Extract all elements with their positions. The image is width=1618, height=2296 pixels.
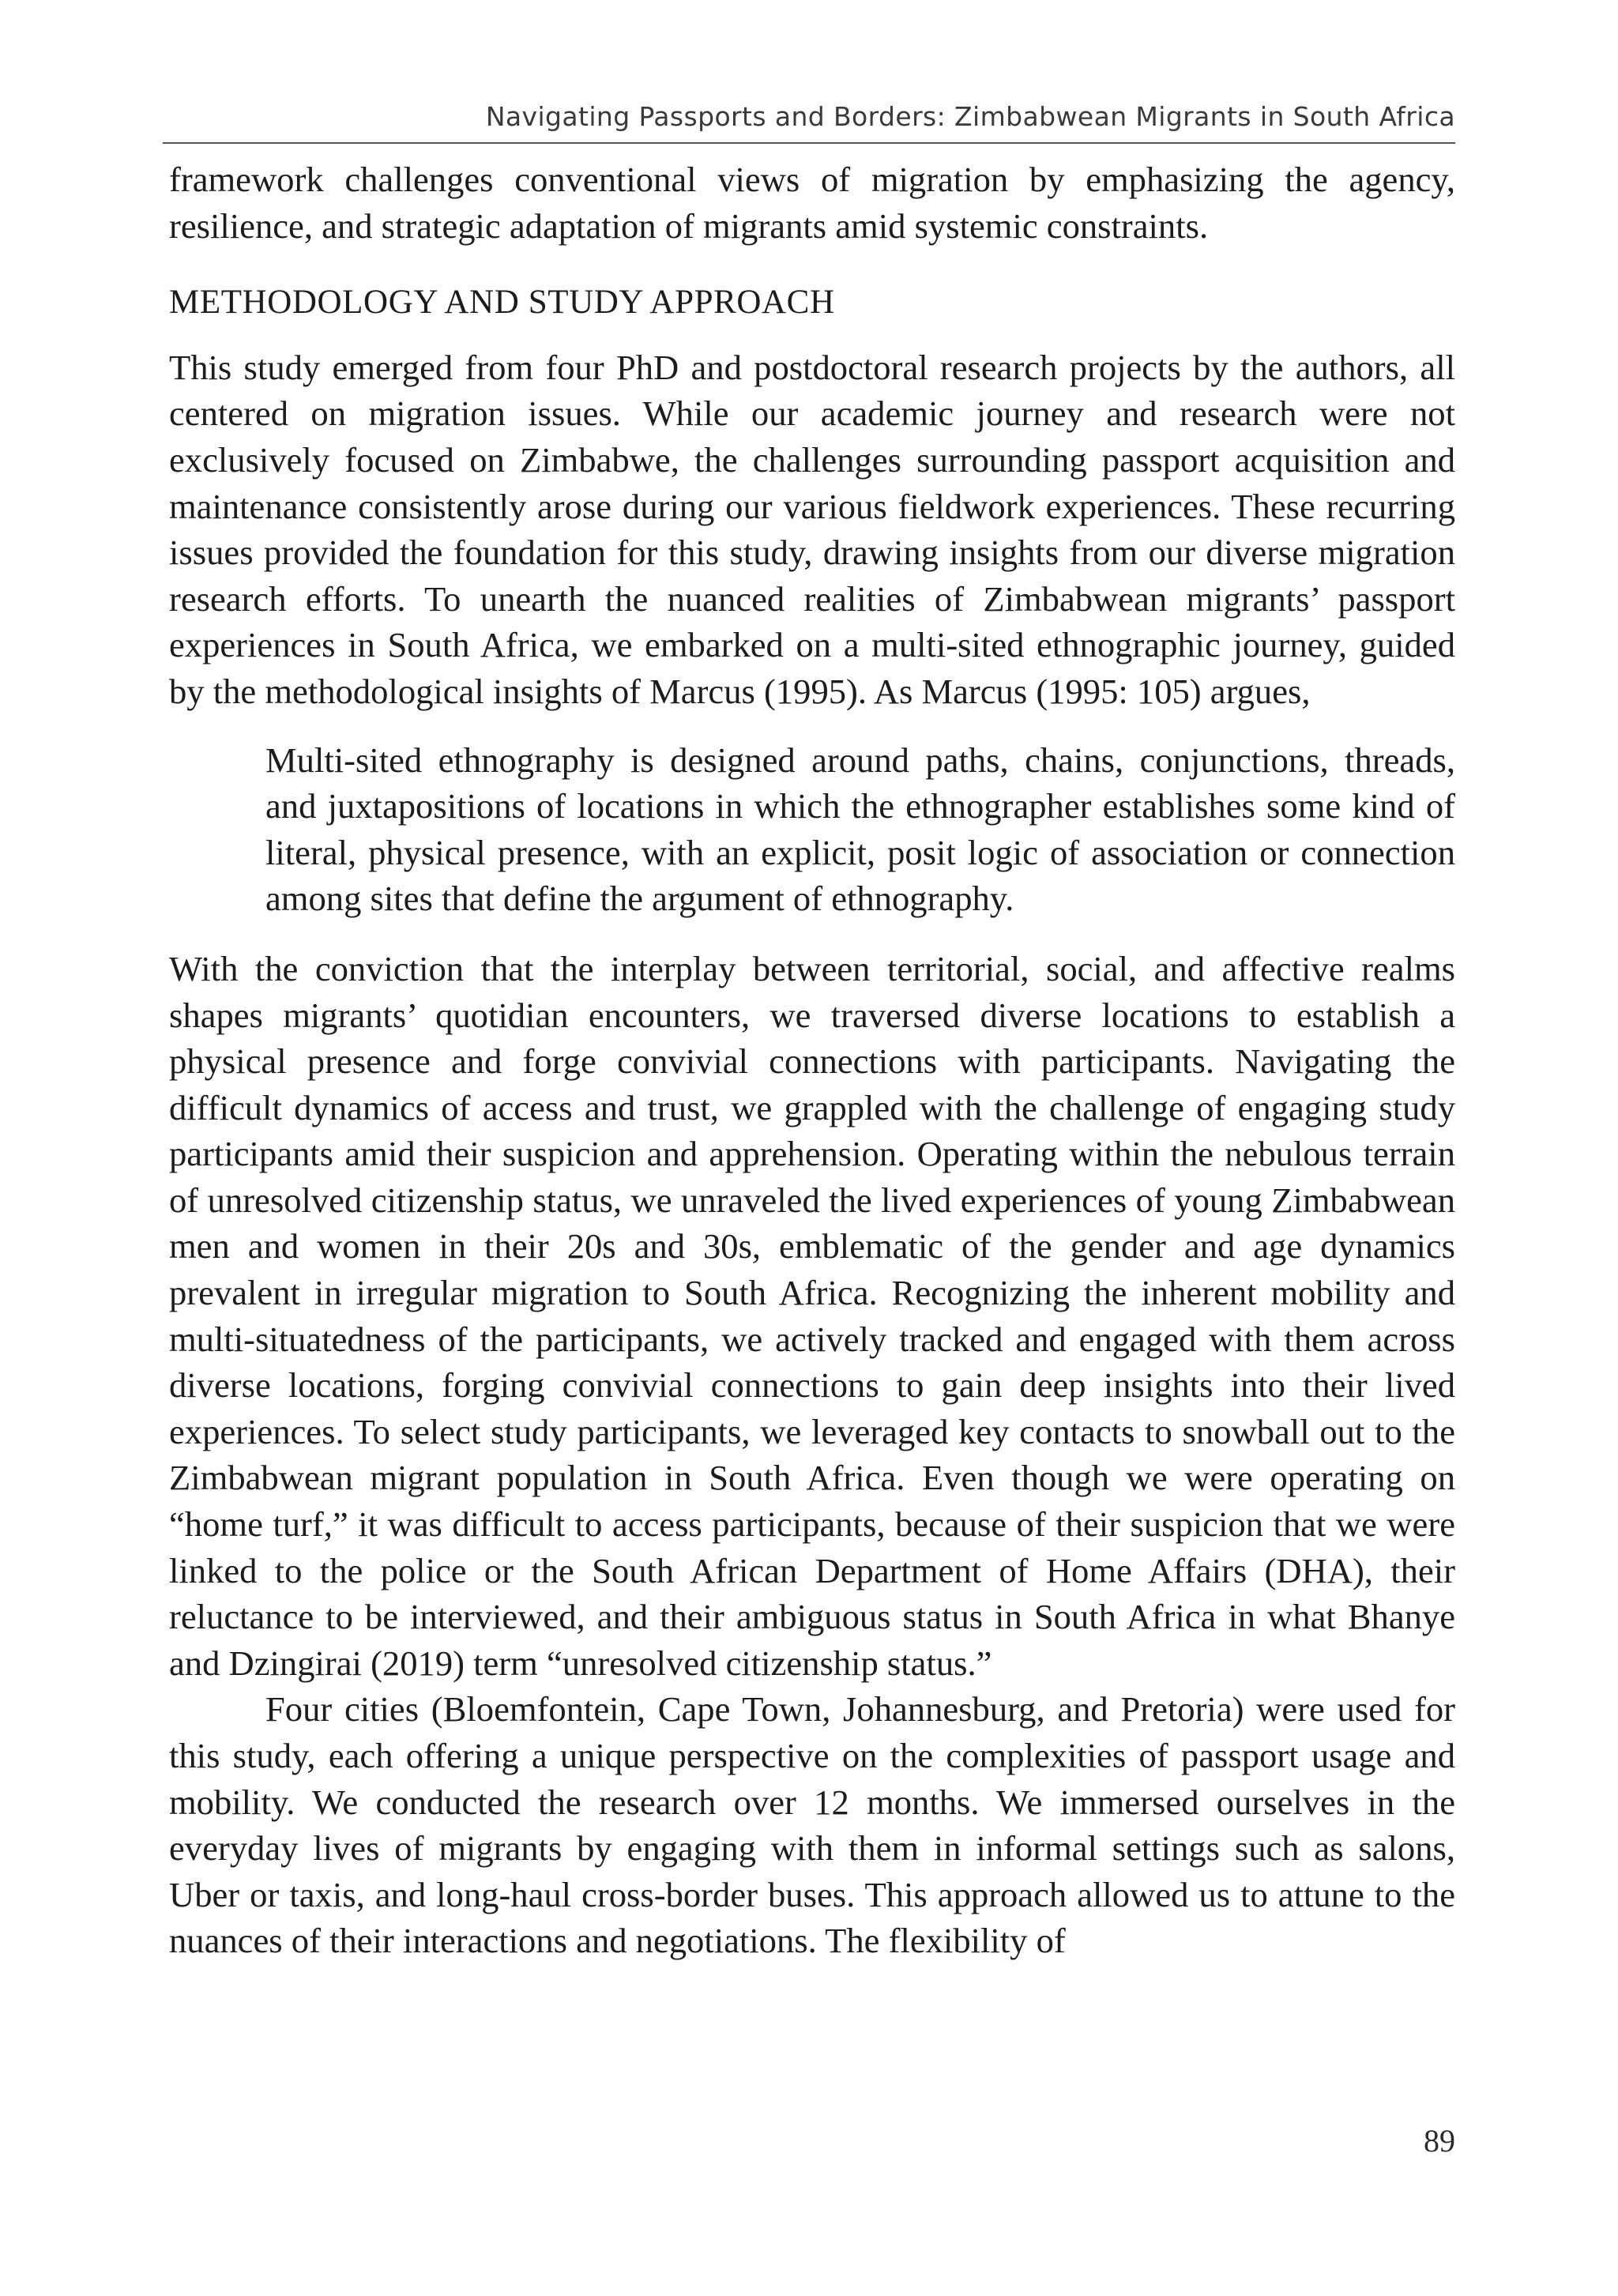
- section-heading: METHODOLOGY AND STUDY APPROACH: [169, 284, 835, 322]
- header-rule: [163, 142, 1455, 144]
- running-head: Navigating Passports and Borders: Zimbabwean Migrants in South Africa: [485, 101, 1455, 132]
- page-body: [169, 156, 1455, 1964]
- paragraph-continued: framework challenges conventional views of migration by emphasizing the agency, resilience, and strategic adaptation of migrants amid systemic constraints.: [169, 160, 1455, 246]
- page-number: 89: [1424, 2123, 1455, 2159]
- paragraph-conviction: With the conviction that the interplay between territorial, social, and affective realms shapes migrants’ quotidian encounters, we traversed diverse locations to establish a physical presence and forge convivial connections with participants. Navigating the difficult dynamics of access and trust, we grappled with the challenge of engaging study participants amid their suspicion and apprehension. Operating within the nebulous terrain of unresolved citizenship status, we unraveled the lived experiences of young Zimbabwean men and women in their 20s and 30s, emblematic of the gender and age dynamics prevalent in irregular migration to South Africa. Recognizing the inherent mobility and multi-situatedness of the participants, we actively tracked and engaged with them across diverse locations, forging convivial connections to gain deep insights into their lived experiences. To select study participants, we leveraged key contacts to snowball out to the Zimbabwean migrant population in South Africa. Even though we were operating on “home turf,” it was difficult to access participants, because of their suspicion that we were linked to the police or the South African Department of Home Affairs (DHA), their reluctance to be interviewed, and their ambiguous status in South Africa in what Bhanye and Dzingirai (2019) term “unresolved citizenship status.”: [169, 948, 1455, 1683]
- paragraph-cities: Four cities (Bloemfontein, Cape Town, Johannesburg, and Pretoria) were used for this study, each offering a unique perspective on the complexities of passport usage and mobility. We conducted the research over 12 months. We immersed ourselves in the everyday lives of migrants by engaging with them in informal settings such as salons, Uber or taxis, and long-haul cross-border buses. This approach allowed us to attune to the nuances of their interactions and negotiations. The flexibility of: [169, 1689, 1455, 1961]
- block-quote: Multi-sited ethnography is designed around paths, chains, conjunctions, threads, and juxtapositions of locations in which the ethnographer establishes some kind of literal, physical presence, with an explicit, posit logic of association or connection among sites that define the argument of ethnography.: [265, 740, 1455, 919]
- paragraph-methodology: This study emerged from four PhD and postdoctoral research projects by the authors, all centered on migration issues. While our academic journey and research were not exclusively focused on Zimbabwe, the challenges surrounding passport acquisition and maintenance consistently arose during our various fieldwork experiences. These recurring issues provided the foundation for this study, drawing insights from our diverse migration research efforts. To unearth the nuanced realities of Zimbabwean migrants’ passport experiences in South Africa, we embarked on a multi-sited ethnographic journey, guided by the methodological insights of Marcus (1995). As Marcus (1995: 105) argues,: [169, 347, 1455, 711]
